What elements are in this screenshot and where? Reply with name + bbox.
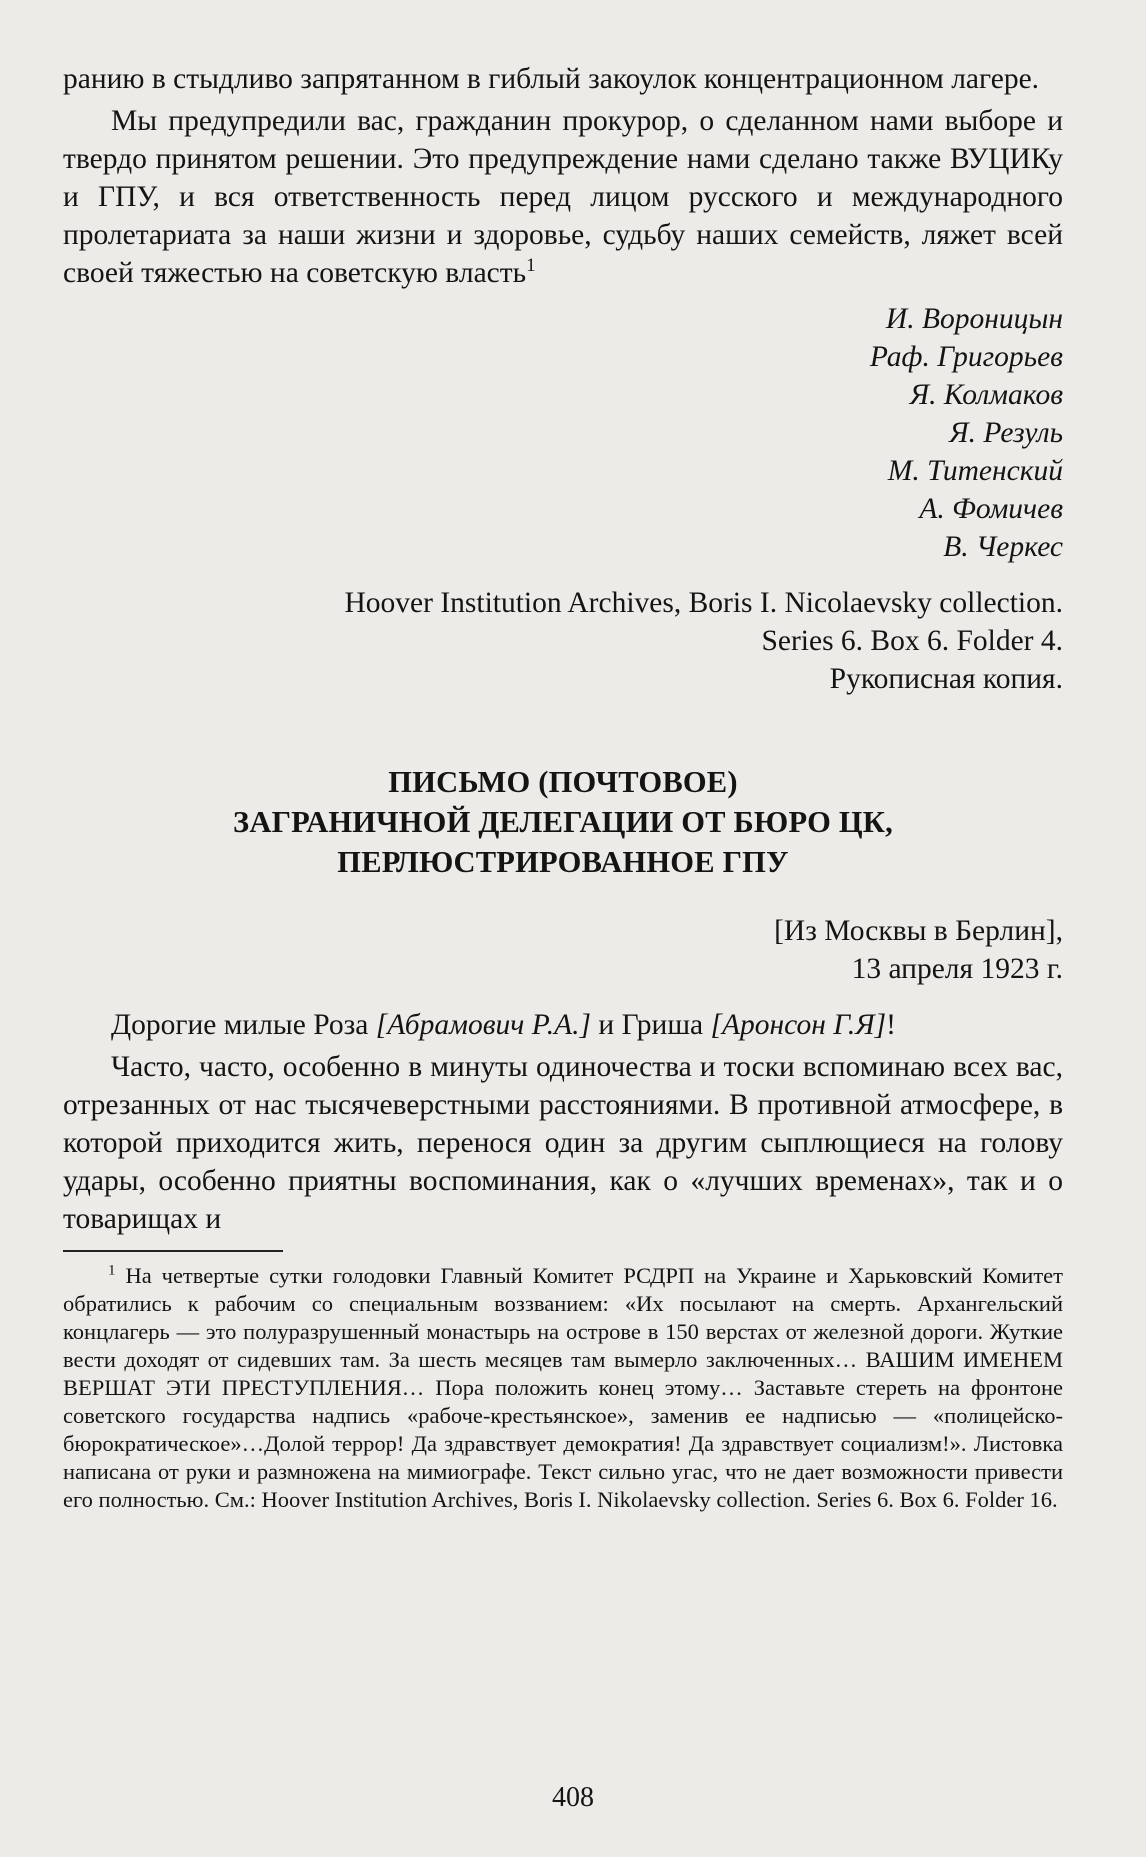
letter-body-paragraph: Часто, часто, особенно в минуты одиночества и тоски вспоминаю всех вас, отрезанных от нас тысячеверстными расстояниями. В противной атмосфере, в которой приходится жить, перенося один за другим сыплющиеся на голову удары, особенно приятны воспоминания, как о «лучших временах», так и о товарищах и bbox=[63, 1051, 1063, 1235]
salutation-part: Дорогие милые Роза bbox=[111, 1009, 376, 1041]
source-line: Hoover Institution Archives, Boris I. Nicolaevsky collection. bbox=[344, 587, 1063, 619]
title-line: ЗАГРАНИЧНОЙ ДЕЛЕГАЦИИ ОТ БЮРО ЦК, bbox=[233, 805, 893, 839]
warning-paragraph bbox=[63, 102, 1063, 292]
signature-list bbox=[63, 300, 1063, 566]
warning-paragraph-text: Мы предупредили вас, гражданин прокурор, о сделанном нами выборе и твердо принятом решении. Это предупреждение нами сделано также ВУЦИКу и ГПУ, и вся ответственность перед лицом русского и международного пролетариата за наши жизни и здоровье, судьбу наших семейств, ляжет всей своей тяжестью на советскую власть bbox=[63, 105, 1063, 289]
salutation bbox=[63, 1006, 1063, 1044]
source-line: Series 6. Box 6. Folder 4. bbox=[761, 625, 1063, 657]
signature: Раф. Григорьев bbox=[869, 341, 1063, 373]
page-body bbox=[63, 60, 1063, 1514]
footnote-text: На четвертые сутки голодовки Главный Комитет РСДРП на Украине и Харьковский Комитет обратились к рабочим со специальным воззванием: «Их посылают на смерть. Архангельский концлагерь — это полуразрушенный монастырь на острове в 150 верстах от железной дороги. Жуткие вести доходят от сидевших там. За шесть месяцев там вымерло заключенных… ВАШИМ ИМЕНЕМ ВЕРШАТ ЭТИ ПРЕСТУПЛЕНИЯ… Пора положить конец этому… Заставьте стереть на фронтоне советского государства надпись «рабоче-крестьянское», заменив ее надписью — «полицейско-бюрократическое»…Долой террор! Да здравствует демократия! Да здравствует социализм!». Листовка написана от руки и размножена на мимиографе. Текст сильно угас, что не дает возможности привести его полностью. См.: Hoover Institution Archives, Boris I. Nikolaevsky collection. Series 6. Box 6. Folder 16. bbox=[63, 1263, 1064, 1512]
source-line: Рукописная копия. bbox=[829, 663, 1063, 695]
signature: Я. Колмаков bbox=[909, 379, 1063, 411]
footnote-divider bbox=[63, 1250, 283, 1252]
title-line: ПИСЬМО (ПОЧТОВОЕ) bbox=[388, 765, 738, 799]
footnote-marker: 1 bbox=[108, 1262, 116, 1279]
signature: В. Черкес bbox=[943, 531, 1063, 563]
signature: М. Титенский bbox=[887, 455, 1063, 487]
salutation-part: и Гриша bbox=[591, 1009, 711, 1041]
signature: И. Вороницын bbox=[885, 303, 1063, 335]
dateline bbox=[63, 912, 1063, 988]
signature: Я. Резуль bbox=[949, 417, 1063, 449]
title-line: ПЕРЛЮСТРИРОВАННОЕ ГПУ bbox=[337, 845, 789, 879]
dateline-route: [Из Москвы в Берлин], bbox=[774, 915, 1063, 947]
editorial-name-note: [Абрамович Р.А.] bbox=[375, 1009, 592, 1041]
dateline-date: 13 апреля 1923 г. bbox=[851, 953, 1063, 985]
document-title bbox=[63, 762, 1063, 882]
continuation-paragraph: ранию в стыдливо запрятанном в гиблый закоулок концентрационном лагере. bbox=[63, 63, 1040, 95]
footnote-ref[interactable]: 1 bbox=[526, 255, 536, 277]
page-number: 408 bbox=[552, 1782, 594, 1813]
signature: А. Фомичев bbox=[919, 493, 1063, 525]
editorial-name-note: [Аронсон Г.Я] bbox=[710, 1009, 887, 1041]
footnote bbox=[63, 1262, 1063, 1514]
salutation-end: ! bbox=[886, 1009, 896, 1041]
archive-source bbox=[63, 584, 1063, 698]
